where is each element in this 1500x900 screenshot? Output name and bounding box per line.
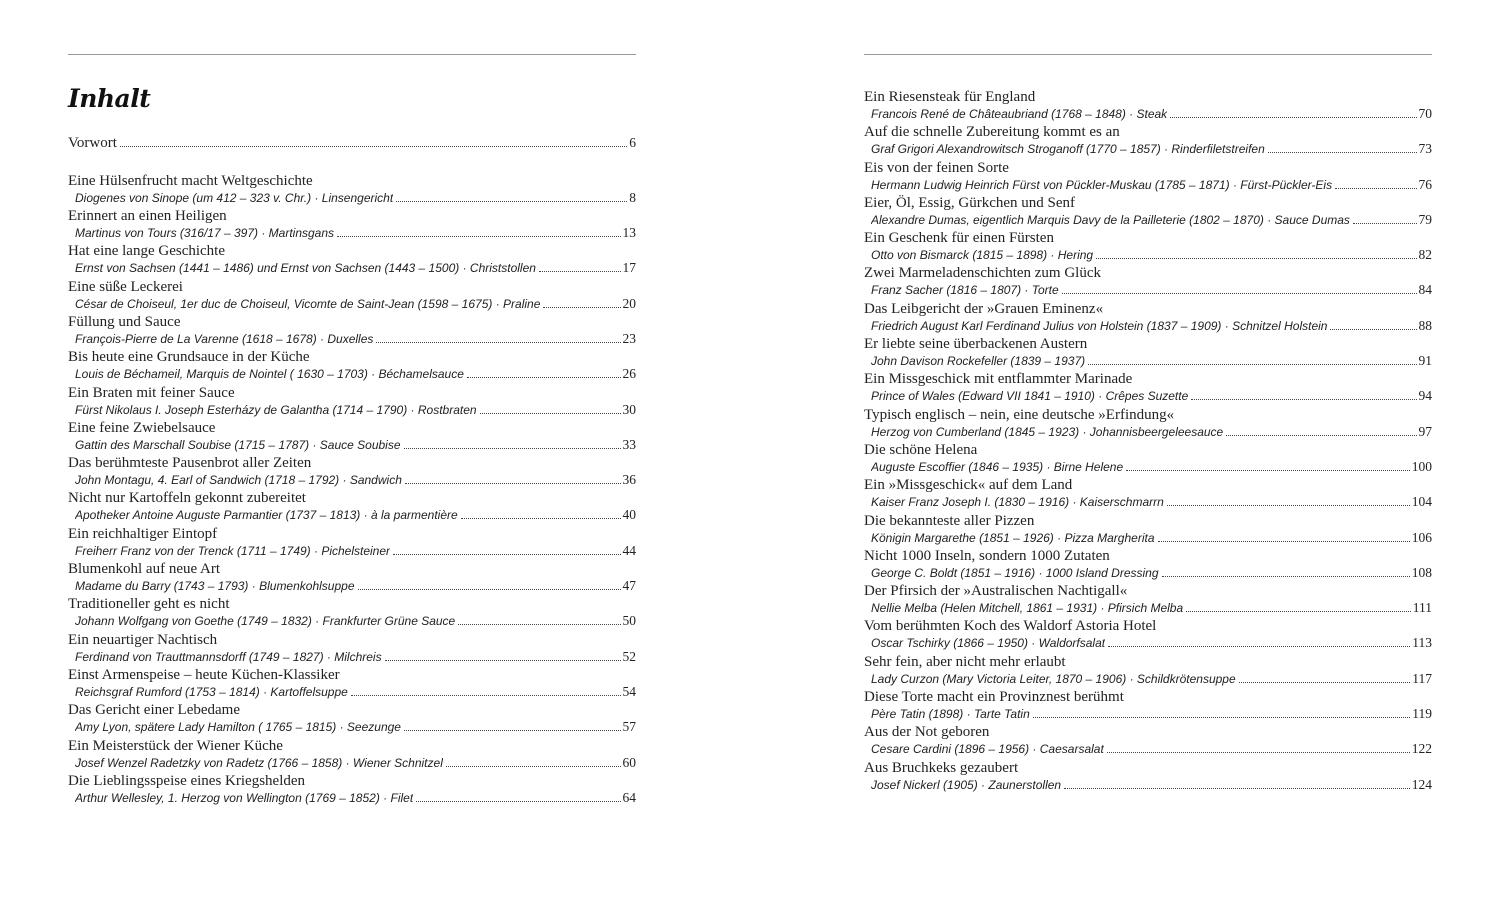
toc-entry-title: Bis heute eine Grundsauce in der Küche bbox=[68, 349, 310, 366]
toc-entry-title: Eis von der feinen Sorte bbox=[864, 159, 1009, 176]
toc-entry-person-dish: César de Choiseul, 1er duc de Choiseul, Vicomte de Saint-Jean (1598 – 1675) · Praline bbox=[75, 296, 541, 311]
toc-page-number: 17 bbox=[622, 260, 636, 276]
toc-entry-person-dish: Kaiser Franz Joseph I. (1830 – 1916) · Kaiserschmarrn bbox=[871, 495, 1164, 510]
dot-leader bbox=[480, 413, 621, 414]
toc-entry-subtitle bbox=[68, 437, 636, 453]
toc-entry-title: Traditioneller geht es nicht bbox=[68, 596, 230, 613]
toc-entry[interactable] bbox=[68, 666, 636, 701]
toc-entry[interactable] bbox=[864, 229, 1432, 264]
toc-entry-title: Die Lieblingsspeise eines Kriegshelden bbox=[68, 772, 306, 789]
toc-entry-title: Vorwort bbox=[68, 135, 117, 151]
toc-list-left bbox=[68, 134, 636, 807]
toc-entry-subtitle bbox=[864, 141, 1432, 157]
toc-entry-subtitle bbox=[68, 613, 636, 629]
left-page bbox=[68, 0, 636, 900]
toc-entry-title: Nicht nur Kartoffeln gekonnt zubereitet bbox=[68, 490, 306, 507]
toc-entry[interactable] bbox=[864, 723, 1432, 758]
toc-entry[interactable] bbox=[864, 617, 1432, 652]
dot-leader bbox=[1088, 364, 1416, 365]
toc-entry-person-dish: Herzog von Cumberland (1845 – 1923) · Johannisbeergeleesauce bbox=[871, 424, 1224, 439]
top-rule bbox=[864, 54, 1432, 55]
toc-page-number: 91 bbox=[1418, 353, 1432, 369]
toc-entry[interactable] bbox=[864, 300, 1432, 335]
toc-page-number: 122 bbox=[1411, 741, 1432, 757]
toc-entry-title: Füllung und Sauce bbox=[68, 313, 181, 330]
toc-page-number: 20 bbox=[622, 295, 636, 311]
dot-leader bbox=[416, 801, 620, 802]
dot-leader bbox=[337, 236, 620, 237]
dot-leader bbox=[1226, 435, 1416, 436]
toc-entry-person-dish: Josef Nickerl (1905) · Zaunerstollen bbox=[871, 777, 1062, 792]
toc-entry-person-dish: Ferdinand von Trauttmannsdorff (1749 – 1827) · Milchreis bbox=[75, 649, 382, 664]
dot-leader bbox=[393, 554, 620, 555]
toc-entry-person-dish: Arthur Wellesley, 1. Herzog von Wellington (1769 – 1852) · Filet bbox=[75, 790, 414, 805]
toc-entry-person-dish: Nellie Melba (Helen Mitchell, 1861 – 1931) · Pfirsich Melba bbox=[871, 601, 1184, 616]
toc-entry-person-dish: Gattin des Marschall Soubise (1715 – 1787) · Sauce Soubise bbox=[75, 437, 401, 452]
dot-leader bbox=[1033, 717, 1410, 718]
toc-entry-title: Ein »Missgeschick« auf dem Land bbox=[864, 477, 1073, 494]
toc-entry[interactable] bbox=[864, 441, 1432, 476]
toc-entry-subtitle bbox=[864, 600, 1432, 616]
toc-entry-title: Der Pfirsich der »Australischen Nachtigall« bbox=[864, 583, 1128, 600]
dot-leader bbox=[1126, 470, 1410, 471]
toc-entry-title: Aus Bruchkeks gezaubert bbox=[864, 759, 1019, 776]
dot-leader bbox=[1107, 752, 1410, 753]
toc-entry-person-dish: Fürst Nikolaus I. Joseph Esterházy de Galantha (1714 – 1790) · Rostbraten bbox=[75, 402, 477, 417]
dot-leader bbox=[358, 589, 621, 590]
toc-entry-title: Vom berühmten Koch des Waldorf Astoria Hotel bbox=[864, 618, 1157, 635]
toc-entry-subtitle bbox=[864, 459, 1432, 475]
toc-entry-subtitle bbox=[864, 741, 1432, 757]
dot-leader bbox=[446, 766, 621, 767]
dot-leader bbox=[1158, 541, 1410, 542]
toc-page-number: 30 bbox=[622, 401, 636, 417]
toc-entry-title: Ein Missgeschick mit entflammter Marinade bbox=[864, 371, 1133, 388]
toc-entry-person-dish: John Davison Rockefeller (1839 – 1937) bbox=[871, 354, 1086, 369]
toc-entry[interactable] bbox=[864, 512, 1432, 547]
toc-entry[interactable] bbox=[864, 406, 1432, 441]
toc-entry[interactable] bbox=[68, 313, 636, 348]
toc-entry[interactable] bbox=[68, 419, 636, 454]
toc-page-number: 52 bbox=[622, 648, 636, 664]
toc-entry-title: Ein neuartiger Nachtisch bbox=[68, 631, 218, 648]
toc-entry[interactable] bbox=[864, 653, 1432, 688]
toc-page-number: 57 bbox=[622, 719, 636, 735]
toc-page-number: 13 bbox=[622, 225, 636, 241]
top-rule bbox=[68, 54, 636, 55]
toc-page-number: 60 bbox=[622, 754, 636, 770]
toc-entry-subtitle bbox=[68, 543, 636, 559]
dot-leader bbox=[396, 201, 627, 202]
toc-entry-person-dish: Père Tatin (1898) · Tarte Tatin bbox=[871, 707, 1030, 722]
toc-entry[interactable] bbox=[68, 278, 636, 313]
toc-entry-subtitle bbox=[68, 684, 636, 700]
toc-page-number: 76 bbox=[1418, 176, 1432, 192]
toc-page-number: 73 bbox=[1418, 141, 1432, 157]
toc-page-number: 26 bbox=[622, 366, 636, 382]
toc-entry-subtitle bbox=[68, 790, 636, 806]
toc-entry-person-dish: François-Pierre de La Varenne (1618 – 1678) · Duxelles bbox=[75, 331, 374, 346]
toc-page-number: 104 bbox=[1411, 494, 1432, 510]
dot-leader bbox=[543, 307, 620, 308]
toc-entry-title: Eine feine Zwiebelsauce bbox=[68, 419, 216, 436]
toc-page-number: 47 bbox=[622, 578, 636, 594]
dot-leader bbox=[539, 271, 621, 272]
toc-entry-title: Eier, Öl, Essig, Gürkchen und Senf bbox=[864, 194, 1076, 211]
toc-entry[interactable] bbox=[68, 772, 636, 807]
toc-page-number: 44 bbox=[622, 542, 636, 558]
toc-entry-title: Eine Hülsenfrucht macht Weltgeschichte bbox=[68, 172, 313, 189]
toc-entry-title: Das berühmteste Pausenbrot aller Zeiten bbox=[68, 455, 312, 472]
toc-entry-title: Diese Torte macht ein Provinznest berühmt bbox=[864, 689, 1124, 706]
toc-entry[interactable] bbox=[68, 631, 636, 666]
toc-entry-preface[interactable] bbox=[68, 134, 636, 172]
toc-entry-title: Das Gericht einer Lebedame bbox=[68, 702, 240, 719]
toc-entry-person-dish: Johann Wolfgang von Goethe (1749 – 1832) · Frankfurter Grüne Sauce bbox=[75, 614, 456, 629]
toc-entry-person-dish: Francois René de Châteaubriand (1768 – 1848) · Steak bbox=[871, 107, 1168, 121]
toc-entry[interactable] bbox=[864, 759, 1432, 794]
toc-page-number: 82 bbox=[1418, 247, 1432, 263]
toc-entry-subtitle bbox=[864, 530, 1432, 546]
toc-entry-title: Nicht 1000 Inseln, sondern 1000 Zutaten bbox=[864, 547, 1110, 564]
toc-entry-subtitle bbox=[68, 296, 636, 312]
toc-entry-title: Ein Braten mit feiner Sauce bbox=[68, 384, 235, 401]
dot-leader bbox=[467, 377, 621, 378]
toc-entry-title: Hat eine lange Geschichte bbox=[68, 243, 226, 260]
toc-entry-title: Die bekannteste aller Pizzen bbox=[864, 512, 1035, 529]
dot-leader bbox=[1239, 682, 1411, 683]
toc-entry-person-dish: Diogenes von Sinope (um 412 – 323 v. Chr.) · Linsengericht bbox=[75, 190, 394, 205]
toc-entry-person-dish: Reichsgraf Rumford (1753 – 1814) · Kartoffelsuppe bbox=[75, 684, 348, 699]
toc-entry-person-dish: Freiherr Franz von der Trenck (1711 – 1749) · Pichelsteiner bbox=[75, 543, 391, 558]
toc-entry-person-dish: Amy Lyon, spätere Lady Hamilton ( 1765 – 1815) · Seezunge bbox=[75, 720, 401, 735]
toc-entry[interactable] bbox=[864, 476, 1432, 511]
toc-entry[interactable] bbox=[68, 348, 636, 383]
dot-leader bbox=[1064, 788, 1410, 789]
toc-entry-person-dish: Cesare Cardini (1896 – 1956) · Caesarsalat bbox=[871, 742, 1104, 757]
toc-entry[interactable] bbox=[68, 207, 636, 242]
dot-leader bbox=[1330, 329, 1416, 330]
toc-page-number: 108 bbox=[1411, 564, 1432, 580]
toc-entry-subtitle bbox=[68, 578, 636, 594]
toc-page-number: 36 bbox=[622, 472, 636, 488]
toc-entry-title: Eine süße Leckerei bbox=[68, 278, 183, 295]
toc-entry-subtitle bbox=[68, 507, 636, 523]
toc-entry-person-dish: Franz Sacher (1816 – 1807) · Torte bbox=[871, 283, 1059, 298]
toc-entry[interactable] bbox=[864, 159, 1432, 194]
dot-leader bbox=[1108, 646, 1410, 647]
toc-page-number: 6 bbox=[629, 135, 636, 150]
toc-entry-person-dish: Otto von Bismarck (1815 – 1898) · Hering bbox=[871, 248, 1094, 263]
toc-entry[interactable] bbox=[864, 335, 1432, 370]
toc-list-right bbox=[864, 88, 1432, 794]
toc-entry-person-dish: George C. Boldt (1851 – 1916) · 1000 Island Dressing bbox=[871, 565, 1159, 580]
toc-entry-person-dish: Graf Grigori Alexandrowitsch Stroganoff (1770 – 1857) · Rinderfiletstreifen bbox=[871, 142, 1265, 157]
toc-entry-person-dish: John Montagu, 4. Earl of Sandwich (1718 – 1792) · Sandwich bbox=[75, 473, 402, 488]
toc-entry-subtitle bbox=[864, 212, 1432, 228]
dot-leader bbox=[1162, 576, 1410, 577]
toc-page-number: 70 bbox=[1418, 106, 1432, 121]
dot-leader bbox=[461, 518, 621, 519]
dot-leader bbox=[1096, 258, 1416, 259]
dot-leader bbox=[404, 448, 621, 449]
toc-entry-person-dish: Auguste Escoffier (1846 – 1935) · Birne Helene bbox=[871, 459, 1124, 474]
toc-entry-person-dish: Lady Curzon (Mary Victoria Leiter, 1870 – 1906) · Schildkrötensuppe bbox=[871, 671, 1236, 686]
toc-entry-title: Ein Geschenk für einen Fürsten bbox=[864, 230, 1054, 247]
toc-page-number: 23 bbox=[622, 330, 636, 346]
toc-page-number: 113 bbox=[1412, 635, 1432, 651]
toc-entry[interactable] bbox=[864, 88, 1432, 123]
toc-page-number: 119 bbox=[1412, 706, 1432, 722]
toc-entry-person-dish: Alexandre Dumas, eigentlich Marquis Davy de la Pailleterie (1802 – 1870) · Sauce Dumas bbox=[871, 212, 1350, 227]
dot-leader bbox=[405, 483, 621, 484]
toc-entry-person-dish: Apotheker Antoine Auguste Parmantier (1737 – 1813) · à la parmentière bbox=[75, 508, 458, 523]
toc-entry-person-dish: Madame du Barry (1743 – 1793) · Blumenkohlsuppe bbox=[75, 579, 355, 594]
toc-entry-title: Erinnert an einen Heiligen bbox=[68, 208, 227, 225]
toc-entry-person-dish: Josef Wenzel Radetzky von Radetz (1766 – 1858) · Wiener Schnitzel bbox=[75, 755, 443, 770]
toc-entry-subtitle bbox=[864, 777, 1432, 793]
toc-entry[interactable] bbox=[68, 384, 636, 419]
toc-entry-subtitle bbox=[68, 755, 636, 771]
toc-entry-subtitle bbox=[864, 494, 1432, 510]
toc-page-number: 79 bbox=[1418, 211, 1432, 227]
toc-page-number: 111 bbox=[1412, 600, 1432, 616]
toc-entry-title: Er liebte seine überbackenen Austern bbox=[864, 336, 1088, 353]
toc-entry-subtitle bbox=[68, 260, 636, 276]
toc-entry-subtitle bbox=[864, 318, 1432, 334]
toc-entry-subtitle bbox=[864, 106, 1432, 122]
toc-entry[interactable] bbox=[864, 264, 1432, 299]
toc-entry-subtitle bbox=[864, 282, 1432, 298]
toc-page-number: 8 bbox=[629, 189, 636, 205]
toc-entry-title: Auf die schnelle Zubereitung kommt es an bbox=[864, 124, 1120, 141]
toc-page-number: 88 bbox=[1418, 317, 1432, 333]
toc-entry-subtitle bbox=[864, 177, 1432, 193]
toc-entry-subtitle bbox=[864, 353, 1432, 369]
toc-entry-person-dish: Louis de Béchameil, Marquis de Nointel ( 1630 – 1703) · Béchamelsauce bbox=[75, 367, 464, 382]
dot-leader bbox=[1186, 611, 1411, 612]
toc-entry-subtitle bbox=[864, 565, 1432, 581]
toc-entry-title: Ein reichhaltiger Eintopf bbox=[68, 525, 218, 542]
toc-entry-title: Ein Riesensteak für England bbox=[864, 89, 1036, 105]
toc-entry-subtitle bbox=[68, 719, 636, 735]
toc-entry-person-dish: Martinus von Tours (316/17 – 397) · Martinsgans bbox=[75, 226, 335, 241]
toc-entry[interactable] bbox=[68, 560, 636, 595]
dot-leader bbox=[1335, 188, 1416, 189]
toc-entry-title: Das Leibgericht der »Grauen Eminenz« bbox=[864, 300, 1104, 317]
toc-page-number: 124 bbox=[1411, 776, 1432, 792]
toc-entry[interactable] bbox=[68, 737, 636, 772]
toc-entry-subtitle bbox=[864, 388, 1432, 404]
toc-entry[interactable] bbox=[864, 547, 1432, 582]
dot-leader bbox=[385, 660, 621, 661]
toc-entry[interactable] bbox=[68, 172, 636, 207]
toc-entry-title: Aus der Not geboren bbox=[864, 724, 990, 741]
dot-leader bbox=[1268, 152, 1417, 153]
dot-leader bbox=[1353, 223, 1417, 224]
toc-entry-person-dish: Prince of Wales (Edward VII 1841 – 1910) · Crêpes Suzette bbox=[871, 389, 1189, 404]
toc-entry-subtitle bbox=[68, 649, 636, 665]
toc-entry-person-dish: Königin Margarethe (1851 – 1926) · Pizza Margherita bbox=[871, 530, 1155, 545]
toc-page-number: 97 bbox=[1418, 423, 1432, 439]
dot-leader bbox=[458, 624, 620, 625]
toc-entry[interactable] bbox=[68, 454, 636, 489]
toc-entry[interactable] bbox=[864, 370, 1432, 405]
toc-entry-subtitle bbox=[68, 190, 636, 206]
toc-entry[interactable] bbox=[68, 489, 636, 524]
toc-page-number: 106 bbox=[1411, 529, 1432, 545]
dot-leader bbox=[1191, 399, 1416, 400]
right-page bbox=[864, 0, 1432, 900]
toc-page-number: 84 bbox=[1418, 282, 1432, 298]
toc-entry-person-dish: Oscar Tschirky (1866 – 1950) · Waldorfsalat bbox=[871, 636, 1106, 651]
dot-leader bbox=[351, 695, 621, 696]
toc-page-number: 117 bbox=[1412, 670, 1432, 686]
toc-entry[interactable] bbox=[68, 595, 636, 630]
toc-entry-title: Die schöne Helena bbox=[864, 441, 978, 458]
toc-entry-subtitle bbox=[864, 635, 1432, 651]
toc-entry-subtitle bbox=[864, 247, 1432, 263]
toc-entry-subtitle bbox=[864, 424, 1432, 440]
toc-entry[interactable] bbox=[864, 688, 1432, 723]
dot-leader bbox=[376, 342, 620, 343]
toc-page-number: 40 bbox=[622, 507, 636, 523]
toc-entry[interactable] bbox=[864, 582, 1432, 617]
toc-entry-title: Typisch englisch – nein, eine deutsche »Erfindung« bbox=[864, 406, 1175, 423]
toc-page-number: 50 bbox=[622, 613, 636, 629]
toc-entry-person-dish: Hermann Ludwig Heinrich Fürst von Pückler-Muskau (1785 – 1871) · Fürst-Pückler-Eis bbox=[871, 177, 1333, 192]
toc-entry-title: Blumenkohl auf neue Art bbox=[68, 561, 221, 578]
toc-page-number: 33 bbox=[622, 436, 636, 452]
toc-entry-subtitle bbox=[864, 706, 1432, 722]
toc-entry-person-dish: Ernst von Sachsen (1441 – 1486) und Ernst von Sachsen (1443 – 1500) · Christstollen bbox=[75, 261, 536, 276]
dot-leader bbox=[404, 730, 621, 731]
dot-leader bbox=[1167, 505, 1410, 506]
toc-page-number: 54 bbox=[622, 683, 636, 699]
toc-page-number: 94 bbox=[1418, 388, 1432, 404]
dot-leader bbox=[1062, 293, 1417, 294]
toc-entry[interactable] bbox=[864, 123, 1432, 158]
toc-entry-title: Sehr fein, aber nicht mehr erlaubt bbox=[864, 653, 1066, 670]
toc-page-number: 100 bbox=[1411, 458, 1432, 474]
toc-entry-title: Zwei Marmeladenschichten zum Glück bbox=[864, 265, 1101, 282]
toc-entry[interactable] bbox=[864, 194, 1432, 229]
toc-entry[interactable] bbox=[68, 242, 636, 277]
toc-heading: Inhalt bbox=[68, 84, 151, 113]
toc-entry-subtitle bbox=[68, 225, 636, 241]
toc-entry-title: Einst Armenspeise – heute Küchen-Klassiker bbox=[68, 666, 340, 683]
toc-entry[interactable] bbox=[68, 701, 636, 736]
toc-entry[interactable] bbox=[68, 525, 636, 560]
toc-entry-subtitle bbox=[68, 402, 636, 418]
dot-leader bbox=[1170, 117, 1416, 118]
toc-page-number: 64 bbox=[622, 789, 636, 805]
dot-leader bbox=[120, 146, 627, 147]
toc-entry-title: Ein Meisterstück der Wiener Küche bbox=[68, 737, 283, 754]
toc-entry-subtitle bbox=[68, 366, 636, 382]
toc-entry-subtitle bbox=[68, 331, 636, 347]
toc-entry-subtitle bbox=[68, 472, 636, 488]
toc-entry-subtitle bbox=[864, 671, 1432, 687]
toc-entry-person-dish: Friedrich August Karl Ferdinand Julius von Holstein (1837 – 1909) · Schnitzel Holstein bbox=[871, 318, 1328, 333]
